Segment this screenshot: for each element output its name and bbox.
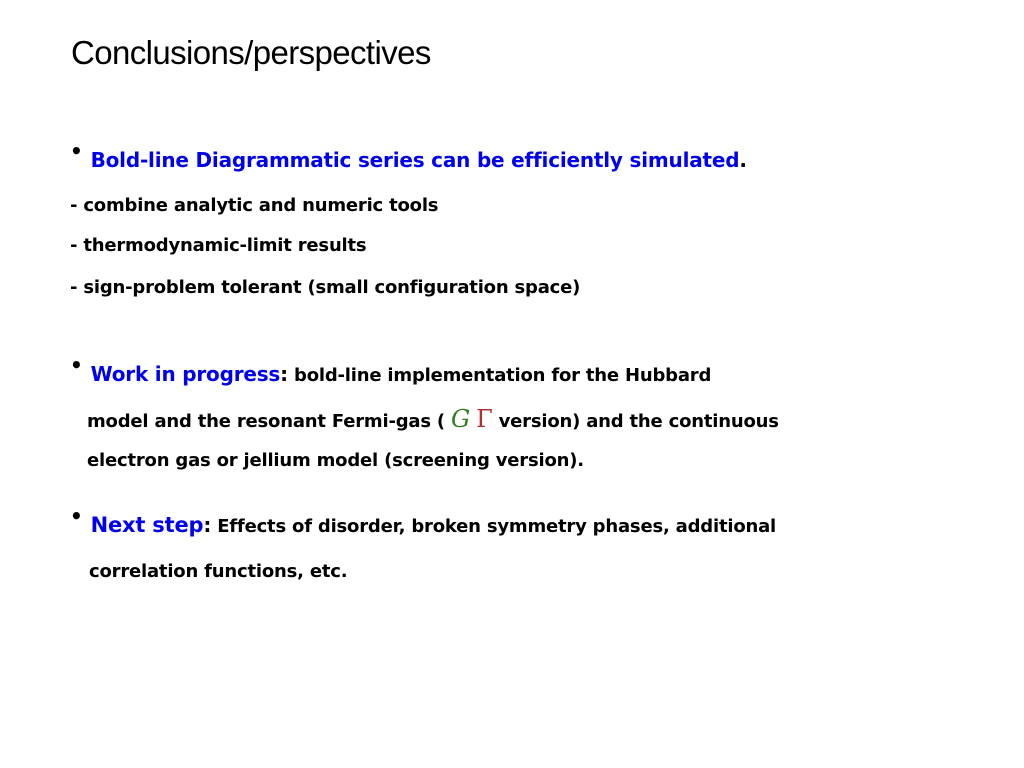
section2-line2-pre: model and the resonant Fermi-gas ( (87, 411, 452, 432)
section3-heading-line (70, 504, 777, 537)
section1-heading-line (70, 139, 747, 172)
section3-line2: correlation functions, etc. (89, 561, 348, 582)
section1-heading-end: . (739, 148, 747, 172)
bullet: • (70, 353, 83, 377)
section2-line2-post: version) and the continuous (492, 411, 779, 432)
section2-line1-text: bold-line implementation for the Hubbard (287, 365, 712, 386)
section2-line2 (87, 405, 779, 433)
math-symbol-gamma: Γ (476, 405, 493, 433)
bullet: • (70, 139, 83, 163)
bullet: • (70, 504, 83, 528)
section2-heading: Work in progress (90, 362, 281, 386)
section3-heading: Next step (90, 513, 204, 537)
slide-title: Conclusions/perspectives (71, 34, 431, 71)
section1-item-2: - thermodynamic-limit results (70, 235, 367, 256)
math-symbol-G: G (451, 405, 471, 433)
section2-colon: : (280, 362, 288, 386)
section3-line1-text: Effects of disorder, broken symmetry phases, additional (211, 516, 777, 537)
section2-line3: electron gas or jellium model (screening version). (87, 450, 584, 471)
section2-heading-line (70, 353, 712, 386)
section1-item-3: - sign-problem tolerant (small configuration space) (70, 277, 581, 298)
section3-colon: : (203, 513, 212, 537)
section1-item-1: - combine analytic and numeric tools (70, 195, 439, 216)
section1-heading: Bold-line Diagrammatic series can be efficiently simulated (90, 148, 740, 172)
